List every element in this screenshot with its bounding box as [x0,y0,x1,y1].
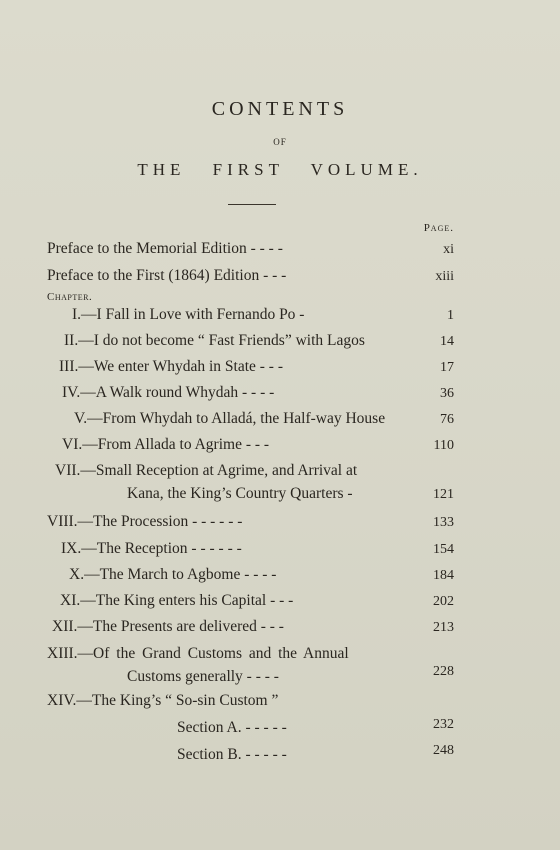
toc-page-chapter-2: 14 [440,334,454,349]
toc-page-chapter-8: 133 [433,515,454,530]
toc-entry-chapter-6: VI.—From Allada to Agrime - - - [62,436,270,453]
toc-page-section-b: 248 [433,743,454,758]
toc-entry-preface-memorial: Preface to the Memorial Edition - - - - [47,240,283,257]
toc-entry-chapter-4: IV.—A Walk round Whydah - - - - [62,384,275,401]
toc-entry-chapter-3: III.—We enter Whydah in State - - - [59,358,283,375]
toc-page-preface-first: xiii [435,269,454,284]
toc-entry-preface-first: Preface to the First (1864) Edition - - - [47,267,287,284]
toc-page-chapter-12: 213 [433,620,454,635]
toc-page-chapter-10: 184 [433,568,454,583]
toc-entry-chapter-1: I.—I Fall in Love with Fernando Po - [72,306,305,323]
toc-entry-chapter-14: XIV.—The King’s “ So-sin Custom ” [47,692,279,709]
page-column-heading: Page. [423,222,454,234]
toc-page-chapter-5: 76 [440,412,454,427]
toc-entry-chapter-12: XII.—The Presents are delivered - - - [52,618,284,635]
toc-entry-chapter-5: V.—From Whydah to Alladá, the Half-way House [74,410,386,427]
volume-subtitle: THE FIRST VOLUME. [137,160,423,179]
toc-entry-section-b: Section B. - - - - - [177,746,287,763]
toc-page-chapter-11: 202 [433,594,454,609]
toc-page-section-a: 232 [433,717,454,732]
toc-page-chapter-3: 17 [440,360,454,375]
toc-entry-chapter-13-line2: Customs generally - - - - [127,668,279,685]
toc-entry-chapter-9: IX.—The Reception - - - - - - [61,540,242,557]
chapter-column-heading: Chapter. [47,291,93,303]
toc-entry-chapter-2: II.—I do not become “ Fast Friends” with Lagos [64,332,365,349]
toc-entry-section-a: Section A. - - - - - [177,719,287,736]
toc-entry-chapter-7-line1: VII.—Small Reception at Agrime, and Arrival at [55,462,358,479]
toc-entry-chapter-8: VIII.—The Procession - - - - - - [47,513,243,530]
toc-page-chapter-4: 36 [440,386,454,401]
toc-page-chapter-13: 228 [433,664,454,679]
title-divider [228,204,276,205]
toc-entry-chapter-13-line1: XIII.—Of the Grand Customs and the Annual [47,645,349,662]
toc-page-chapter-1: 1 [447,308,454,323]
toc-entry-chapter-7-line2: Kana, the King’s Country Quarters - [127,485,353,502]
of-label: OF [273,137,287,147]
contents-title: CONTENTS [211,98,349,120]
toc-entry-chapter-10: X.—The March to Agbome - - - - [69,566,277,583]
toc-entry-chapter-11: XI.—The King enters his Capital - - - [60,592,294,609]
toc-page-chapter-7: 121 [433,487,454,502]
toc-page-chapter-6: 110 [433,438,454,453]
toc-page-chapter-9: 154 [433,542,454,557]
toc-page-preface-memorial: xi [443,242,454,257]
